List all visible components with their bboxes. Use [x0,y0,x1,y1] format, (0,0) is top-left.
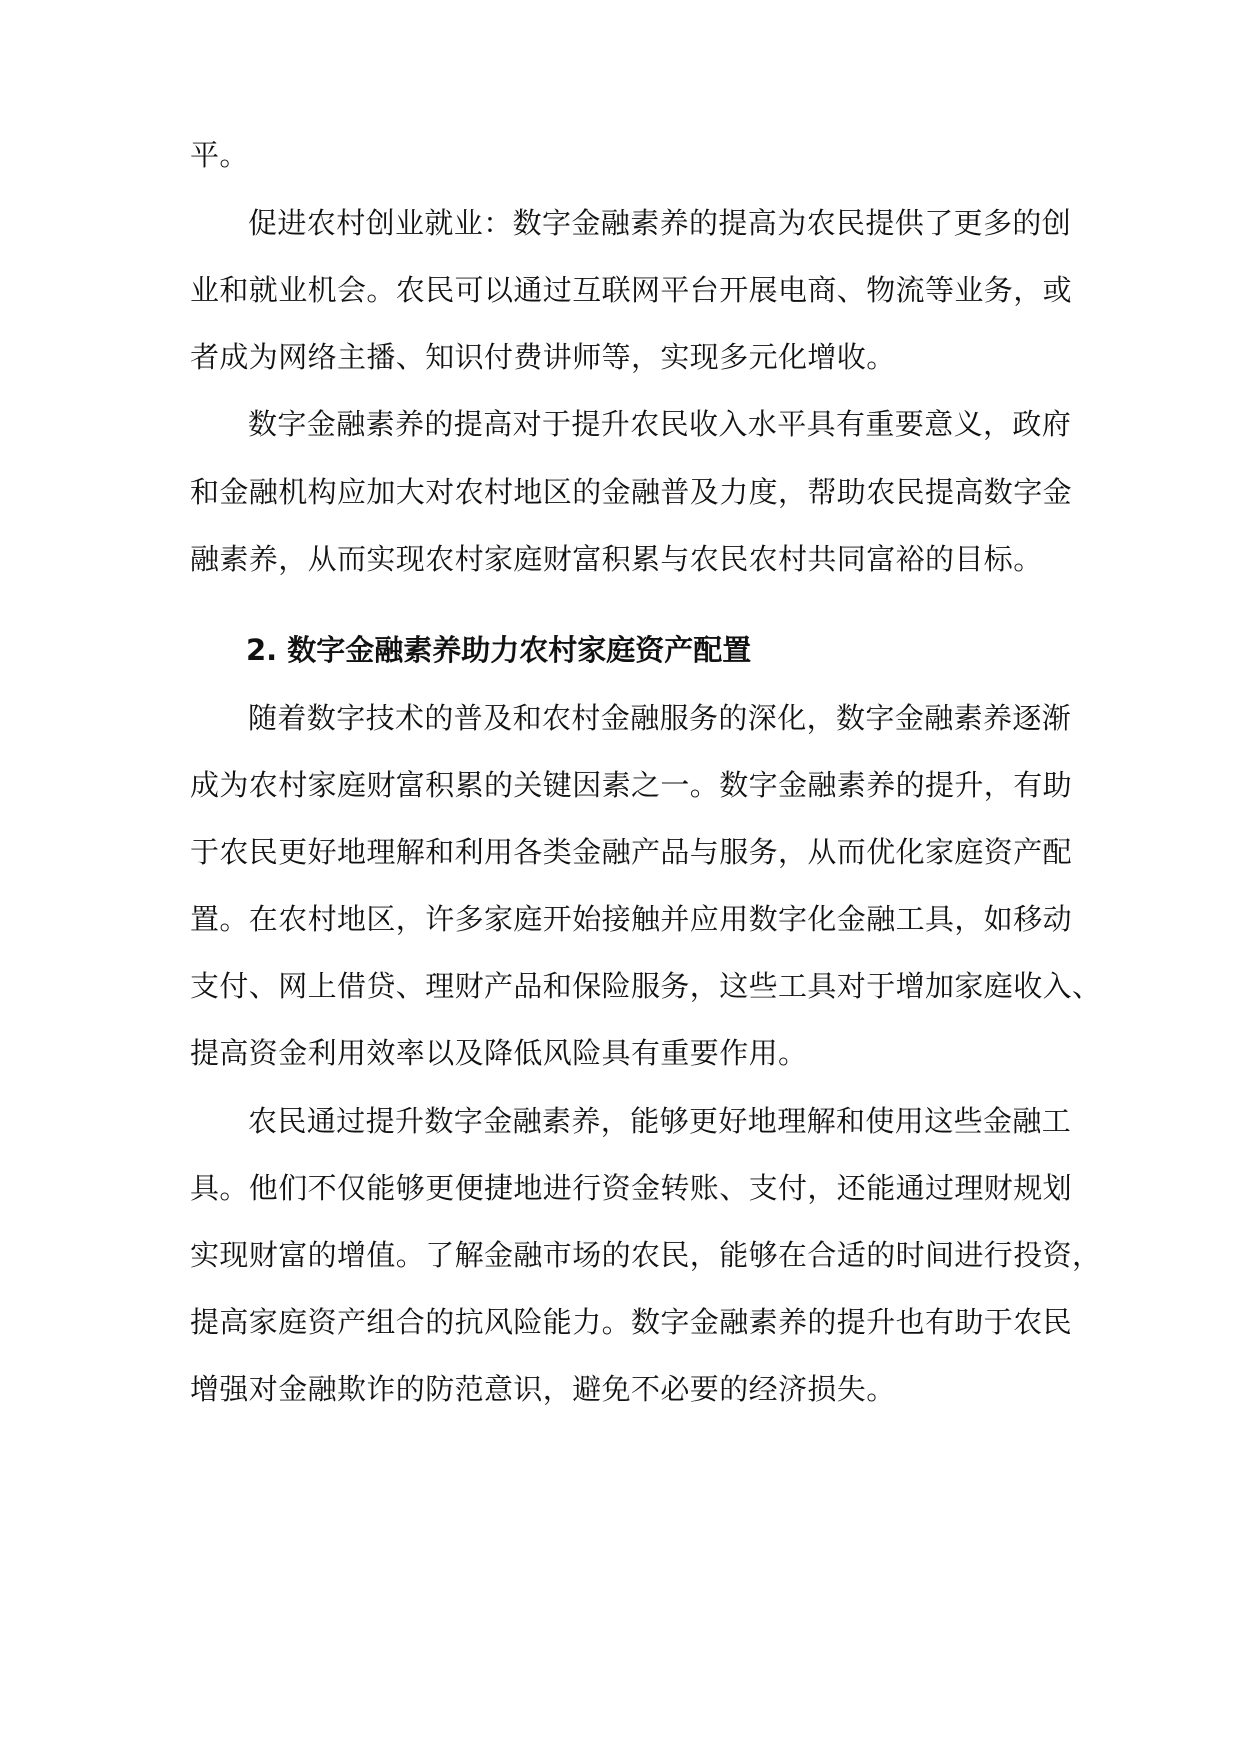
paragraph-line: 农民通过提升数字金融素养，能够更好地理解和使用这些金融工 [248,1104,1072,1138]
paragraph-line: 成为农村家庭财富积累的关键因素之一。数字金融素养的提升，有助 [190,768,1073,802]
paragraph-line: 于农民更好地理解和利用各类金融产品与服务，从而优化家庭资产配 [190,835,1073,869]
paragraph-line: 提高资金利用效率以及降低风险具有重要作用。 [190,1036,808,1070]
paragraph-tail-line: 平。 [190,138,249,172]
paragraph-line: 支付、网上借贷、理财产品和保险服务，这些工具对于增加家庭收入、 [190,969,1102,1003]
paragraph-line: 业和就业机会。农民可以通过互联网平台开展电商、物流等业务，或 [190,273,1073,307]
paragraph-line: 增强对金融欺诈的防范意识，避免不必要的经济损失。 [190,1372,896,1406]
paragraph-line: 促进农村创业就业：数字金融素养的提高为农民提供了更多的创 [248,206,1072,240]
paragraph-line: 和金融机构应加大对农村地区的金融普及力度，帮助农民提高数字金 [190,475,1073,509]
paragraph-line: 提高家庭资产组合的抗风险能力。数字金融素养的提升也有助于农民 [190,1305,1073,1339]
paragraph-line: 随着数字技术的普及和农村金融服务的深化，数字金融素养逐渐 [248,701,1072,735]
paragraph-line: 数字金融素养的提高对于提升农民收入水平具有重要意义，政府 [248,407,1072,441]
paragraph-line: 融素养，从而实现农村家庭财富积累与农民农村共同富裕的目标。 [190,542,1043,576]
paragraph-line: 者成为网络主播、知识付费讲师等，实现多元化增收。 [190,340,896,374]
section-heading: 2. 数字金融素养助力农村家庭资产配置 [246,633,752,667]
paragraph-line: 具。他们不仅能够更便捷地进行资金转账、支付，还能通过理财规划 [190,1171,1073,1205]
paragraph-line: 实现财富的增值。了解金融市场的农民，能够在合适的时间进行投资， [190,1238,1102,1272]
paragraph-line: 置。在农村地区，许多家庭开始接触并应用数字化金融工具，如移动 [190,902,1073,936]
